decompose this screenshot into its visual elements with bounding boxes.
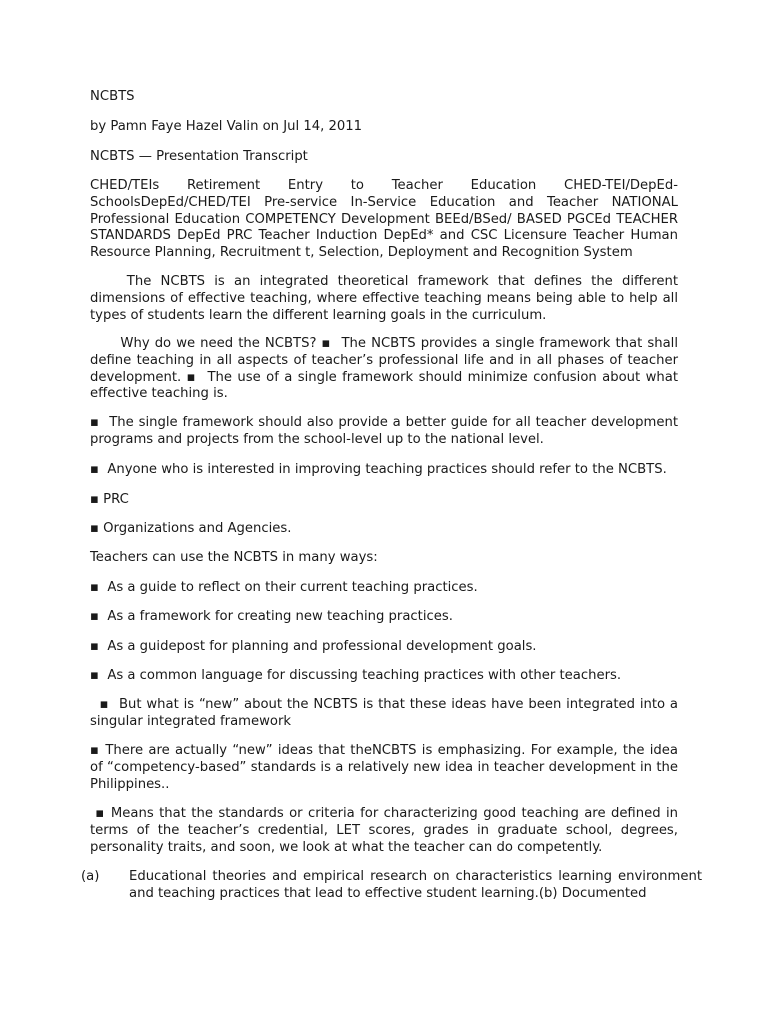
bullet-organizations: ▪ Organizations and Agencies. bbox=[90, 521, 292, 536]
bullet-means: ▪ Means that the standards or criteria for characterizing good teaching are defined in terms of the teacher’s credential, LET scores, grades in graduate school, degrees, personality traits, and soon, we look at what the teacher can do competently. bbox=[90, 806, 678, 855]
paragraph-why: Why do we need the NCBTS? ▪ The NCBTS provides a single framework that shall define teaching in all aspects of teacher’s professional life and in all phases of teacher development. ▪ The use of a single framework should minimize confusion about what effective teaching is. bbox=[90, 336, 678, 402]
document-subtitle: NCBTS — Presentation Transcript bbox=[90, 149, 308, 164]
bullet-anyone: ▪ Anyone who is interested in improving teaching practices should refer to the NCBTS. bbox=[90, 462, 667, 477]
paragraph-definition: The NCBTS is an integrated theoretical framework that defines the different dimensions of effective teaching, where effective teaching means being able to help all types of students learn the different learning goals in the curriculum. bbox=[90, 274, 678, 323]
list-label: (a) bbox=[81, 869, 100, 884]
paragraph-acronyms: CHED/TEIs Retirement Entry to Teacher Education CHED-TEI/DepEd-SchoolsDepEd/CHED/TEI Pre-service In-Service Education and Teacher NATIONAL Professional Education COMPETENCY Development BEEd/BSed/ BASED PGCEd TEACHER STANDARDS DepEd PRC Teacher Induction DepEd* and CSC Licensure Teacher Human Resource Planning, Recruitment t, Selection, Deployment and Recognition System bbox=[90, 178, 678, 261]
list-item-a bbox=[81, 869, 702, 903]
bullet-single-framework: ▪ The single framework should also provide a better guide for all teacher development programs and projects from the school-level up to the national level. bbox=[90, 415, 678, 447]
bullet-prc: ▪ PRC bbox=[90, 492, 129, 507]
list-item-text: Educational theories and empirical research on characteristics learning environment and teaching practices that lead to effective student learning.(b) Documented bbox=[129, 869, 702, 901]
bullet-guidepost: ▪ As a guidepost for planning and professional development goals. bbox=[90, 639, 537, 654]
bullet-guide: ▪ As a guide to reflect on their current teaching practices. bbox=[90, 580, 478, 595]
bullet-common-language: ▪ As a common language for discussing teaching practices with other teachers. bbox=[90, 668, 622, 683]
byline: by Pamn Faye Hazel Valin on Jul 14, 2011 bbox=[90, 119, 363, 134]
bullet-whats-new: ▪ But what is “new” about the NCBTS is that these ideas have been integrated into a singular integrated framework bbox=[90, 697, 678, 729]
teachers-ways-heading: Teachers can use the NCBTS in many ways: bbox=[90, 550, 378, 565]
document-title: NCBTS bbox=[90, 89, 135, 104]
bullet-new-ideas: ▪ There are actually “new” ideas that theNCBTS is emphasizing. For example, the idea of “competency-based” standards is a relatively new idea in teacher development in the Philippines.. bbox=[90, 743, 678, 792]
bullet-framework: ▪ As a framework for creating new teaching practices. bbox=[90, 609, 453, 624]
